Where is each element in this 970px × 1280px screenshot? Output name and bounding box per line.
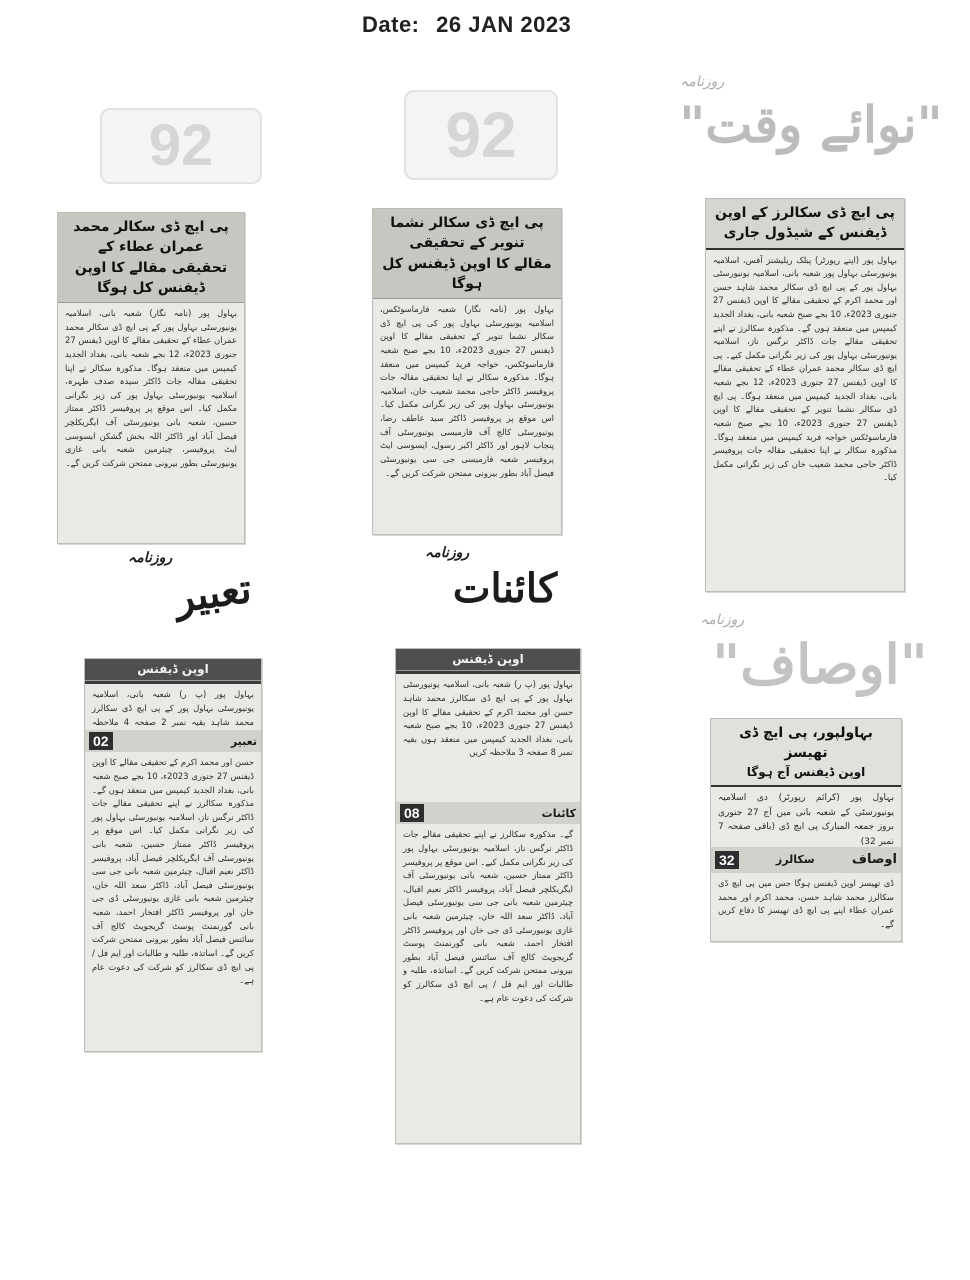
newspaper-kainaat-logo: روزنامہ کائنات <box>425 545 558 612</box>
strip-label: کائنات <box>541 806 576 820</box>
clipping-body: بہاول پور (اپنے رپورٹر) پبلک ریلیشنز آفس، اسلامیہ یونیورسٹی بہاول پور شعبہ بانی، اسلامیہ یونیورسٹی بہاول پور کے پی ایچ ڈی سکالر محمد شاہد حسن اور محمد اکرم کے تحقیقی مقالے کا اوپن ڈیفنس 27 جنوری 2023ء، 10 بجے صبح شعبہ بانی، بغداد الجدید کیمپس میں منعقد ہوں گے۔ مذکورہ سکالرز نے اپنے تحقیقی مقالے جات ڈاکٹر نرگس ناز، اسلامیہ یونیورسٹی بہاول پور کی زیر نگرانی مکمل کیے۔ پی ایچ ڈی سکالر محمد عمران عطاء کے تحقیقی مقالے کا اوپن ڈیفنس 27 جنوری 2023ء، 12 بجے شعبہ بانی، بغداد الجدید کیمپس میں منعقد ہوگا۔ پی ایچ ڈی سکالر نشما تنویر کے تحقیقی مقالے کا اوپن ڈیفنس 27 جنوری 2023ء، 10 بجے صبح شعبہ فارماسوٹکس خواجہ فرید کیمپس میں منعقد ہوگا۔ مذکورہ سکالر نے اپنا تحقیقی مقالہ جات پروفیسر ڈاکٹر حاجی محمد شعیب خان کی زیر نگرانی مکمل کیا۔ <box>713 254 897 483</box>
clipping-right-bottom <box>710 718 902 942</box>
clipping-right-top <box>705 198 905 592</box>
clipping-left-top <box>57 212 245 544</box>
date-value: 26 JAN 2023 <box>436 12 572 37</box>
clipping-left-bottom <box>84 658 262 1052</box>
newspaper-92-logo-center: 92 <box>404 90 558 180</box>
clipping-lead: بہاول پور (پ ر) شعبہ بانی، اسلامیہ یونیورسٹی بہاول پور کے پی ایچ ڈی سکالرز محمد شاہد حسن اور محمد اکرم کے تحقیقی مقالے کا اوپن ڈیفنس 27 جنوری 2023ء، 10 بجے صبح شعبہ بانی، بغداد الجدید کیمپس میں منعقد ہوں بقیہ نمبر 8 صفحہ 3 ملاحظہ کریں <box>403 679 573 758</box>
clipping-headline: بہاولپور، پی ایچ ڈی تھیسز اوپن ڈیفنس آج ہوگا <box>711 719 901 787</box>
clipping-body: گے۔ مذکورہ سکالرز نے اپنے تحقیقی مقالے جات ڈاکٹر نرگس ناز، اسلامیہ یونیورسٹی بہاول پور کی زیر نگرانی مکمل کیے۔ اس موقع پر پروفیسر ڈاکٹر ممتاز حسین، شعبہ بانی یونیورسٹی آف ایگریکلچر فیصل آباد، پروفیسر ڈاکٹر نعیم اقبال، چیئرمین شعبہ بانی جی سی یونیورسٹی فیصل آباد، ڈاکٹر سعد اللہ خان، چیئرمین شعبہ بانی غازی یونیورسٹی ڈی جی خان اور پروفیسر ڈاکٹر افتخار احمد، شعبہ بانی گورنمنٹ پوسٹ گریجویٹ کالج آف سائنس فیصل آباد بطور بیرونی ممتحن شرکت کریں گے۔ اساتذہ، طلبہ و طالبات اور ایم فل / پی ایچ ڈی سکالرز کو شرکت کی دعوت عام ہے۔ <box>403 829 573 1003</box>
clipping-date <box>362 12 622 46</box>
newspaper-92-logo-left: 92 <box>100 108 262 184</box>
clipping-body: بہاول پور (نامہ نگار) شعبہ فارماسوٹکس، اسلامیہ یونیورسٹی بہاول پور کی پی ایچ ڈی سکالر نشما تنویر کے تحقیقی مقالے کا اوپن ڈیفنس 27 جنوری 2023ء، 10 بجے صبح شعبہ فارماسوٹکس، خواجہ فرید کیمپس میں منعقد ہوگا۔ مذکورہ سکالر نے اپنا تحقیقی مقالہ جات پروفیسر ڈاکٹر حاجی محمد شعیب خان، اسلامیہ یونیورسٹی بہاول پور کی زیر نگرانی مکمل کیا۔ اس موقع پر پروفیسر ڈاکٹر سید عاطف رضا، یونیورسٹی کالج آف فارمیسی یونیورسٹی آف پنجاب لاہور اور ڈاکٹر اکبر رسول، ایسوسی ایٹ پروفیسر شعبہ فارمیسی جی سی یونیورسٹی فیصل آباد بطور بیرونی ممتحن شرکت کریں گے۔ <box>380 304 554 478</box>
clipping-headline: پی ایچ ڈی سکالر نشما تنویر کے تحقیقی مقالے کا اوپن ڈیفنس کل ہوگا <box>373 209 561 299</box>
clipping-body: بہاول پور (کرائم رپورٹر) دی اسلامیہ یونیورسٹی کے شعبہ بانی میں آج 27 جنوری بروز جمعہ المبارک پی ایچ ڈی (باقی صفحہ 7 نمبر 32) <box>718 792 894 847</box>
clipping-headline: پی ایچ ڈی سکالر محمد عمران عطاء کے تحقیقی مقالے کا اوپن ڈیفنس کل ہوگا <box>58 213 244 303</box>
page-number-badge: 02 <box>89 732 113 750</box>
date-label: Date: <box>362 12 420 37</box>
clipping-headline: اوپن ڈیفنس <box>85 659 261 681</box>
strip-label: سکالرز <box>775 853 815 867</box>
strip-label: تعبیر <box>230 734 257 748</box>
clipping-headline: اوپن ڈیفنس <box>396 649 580 671</box>
clipping-tail: ڈی تھیسز اوپن ڈیفنس ہوگا جس میں پی ایچ ڈی سکالرز محمد شاہد حسن، محمد اکرم اور محمد عمران عطاء اپنے پی ایچ ڈی تھیسز کا دفاع کریں گے۔ <box>718 877 894 929</box>
clipping-body: حسن اور محمد اکرم کے تحقیقی مقالے کا اوپن ڈیفنس 27 جنوری 2023ء، 10 بجے صبح شعبہ بانی، بغداد الجدید کیمپس میں منعقد ہوں گے۔ مذکورہ سکالرز نے اپنے تحقیقی مقالے جات ڈاکٹر نرگس ناز، اسلامیہ یونیورسٹی بہاول پور کی زیر نگرانی مکمل کیا۔ اس موقع پر پروفیسر ڈاکٹر ممتاز حسین، شعبہ بانی یونیورسٹی آف ایگریکلچر فیصل آباد، پروفیسر ڈاکٹر نعیم اقبال، چیئرمین شعبہ بانی جی سی یونیورسٹی فیصل آباد، ڈاکٹر سعد اللہ خان، چیئرمین شعبہ بانی غازی یونیورسٹی ڈی جی خان اور پروفیسر ڈاکٹر افتخار احمد، شعبہ بانی گورنمنٹ پوسٹ گریجویٹ کالج آف سائنس فیصل آباد بطور بیرونی ممتحن شرکت کریں گے۔ اساتذہ، طلبہ و طالبات اور ایم فل / پی ایچ ڈی سکالرز کو شرکت کی دعوت عام ہے۔ <box>92 757 254 986</box>
newspaper-tabeer-logo: روزنامہ تعبیر <box>128 550 255 623</box>
continuation-strip <box>85 730 261 752</box>
page-number-badge: 32 <box>715 851 739 869</box>
continuation-strip <box>711 847 901 873</box>
clipping-body: بہاول پور (نامہ نگار) شعبہ بانی، اسلامیہ یونیورسٹی بہاول پور کے پی ایچ ڈی سکالر محمد عمران عطاء کے تحقیقی مقالے کا اوپن ڈیفنس 27 جنوری 2023ء، 12 بجے شعبہ بانی، بغداد الجدید کیمپس میں منعقد ہوگا۔ مذکورہ سکالر نے اپنا تحقیقی مقالہ جات ڈاکٹر سیدہ صدف ظہرہ، اسلامیہ یونیورسٹی بہاول پور کی زیر نگرانی مکمل کیا۔ اس موقع پر پروفیسر ڈاکٹر ممتاز حسین، شعبہ بانی یونیورسٹی آف ایگریکلچر فیصل آباد اور ڈاکٹر اللہ بخش گشکن ایسوسی ایٹ پروفیسر، چیئرمین شعبہ بانی غازی یونیورسٹی بطور بیرونی ممتحن شرکت کریں گے۔ <box>65 308 237 468</box>
ausaf-strip-logo: اوصاف <box>851 852 897 868</box>
newspaper-ausaf-logo: روزنامہ "اوصاف" <box>700 612 928 696</box>
page-number-badge: 08 <box>400 804 424 822</box>
newspaper-nawaiwaqt-logo: روزنامہ "نوائے وقت" <box>679 74 943 154</box>
clipping-center-bottom <box>395 648 581 1144</box>
continuation-strip <box>396 802 580 824</box>
clipping-lead: بہاول پور (پ ر) شعبہ بانی، اسلامیہ یونیورسٹی بہاول پور کے پی ایچ ڈی سکالرز محمد شاہد بقیہ نمبر 2 صفحہ 4 ملاحظہ <box>92 689 254 727</box>
clipping-center-top <box>372 208 562 535</box>
clipping-headline: پی ایچ ڈی سکالرز کے اوپن ڈیفنس کے شیڈول جاری <box>706 199 904 250</box>
